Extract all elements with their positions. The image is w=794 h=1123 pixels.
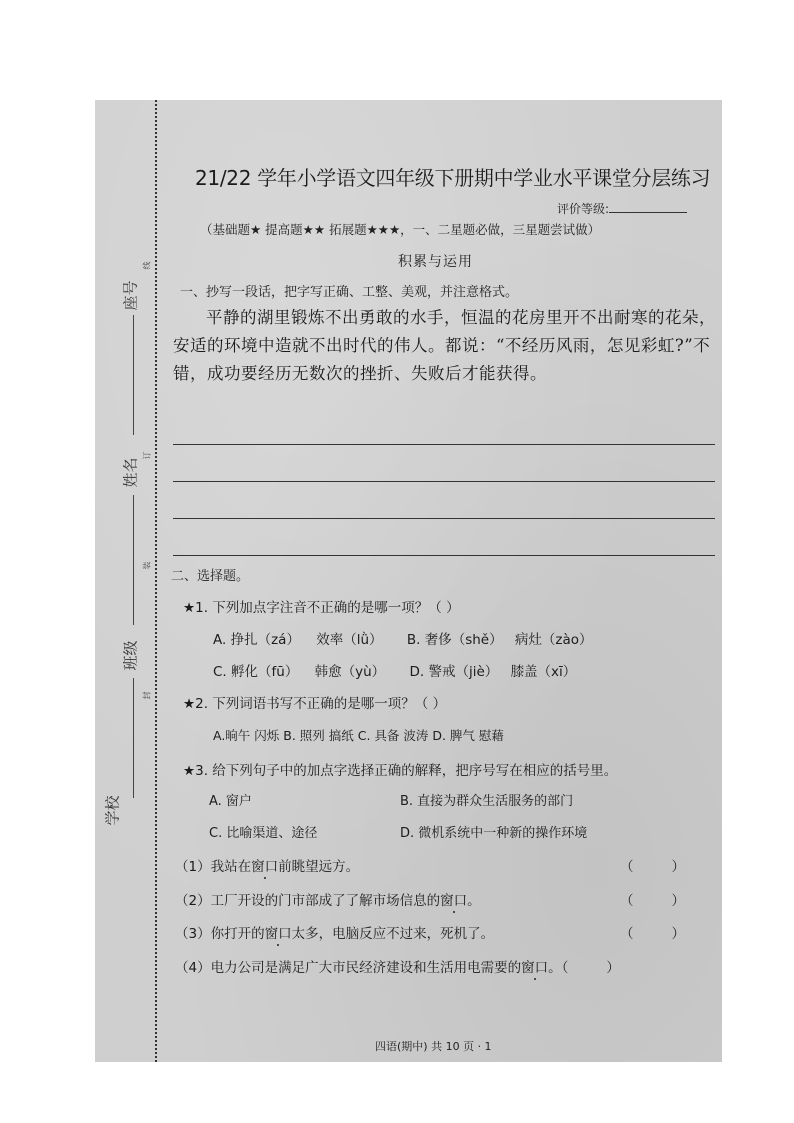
q2-2-options: A.晌午 闪烁 B. 照列 搞纸 C. 具备 波涛 D. 脾气 慰藉 bbox=[213, 728, 504, 743]
q1-heading: 一、抄写一段话，把字写正确、工整、美观，并注意格式。 bbox=[180, 285, 519, 300]
class-label: 班级 bbox=[121, 640, 140, 671]
q2-1-word-b1: 奢侈（shě） bbox=[424, 632, 503, 648]
writing-line-3[interactable] bbox=[173, 518, 715, 519]
school-label: 学校 bbox=[103, 795, 122, 826]
bracket-close: ） bbox=[671, 893, 685, 909]
q2-1-options-cd bbox=[213, 660, 576, 680]
q2-heading: 二、选择题。 bbox=[171, 569, 250, 584]
name-write-line bbox=[133, 495, 134, 625]
q2-1-label-b: B. bbox=[406, 632, 421, 648]
q2-1-label-d: D. bbox=[409, 664, 425, 680]
writing-line-4[interactable] bbox=[173, 555, 715, 556]
bracket-open: （ bbox=[620, 893, 634, 909]
cut-mark-2: 订 bbox=[142, 451, 152, 460]
cut-mark-3: 装 bbox=[142, 561, 152, 570]
grade-label: 评价等级: bbox=[557, 202, 610, 216]
q2-1-label-c: C. bbox=[213, 664, 227, 680]
q1-passage: 平静的湖里锻炼不出勇敢的水手，恒温的花房里开不出耐寒的花朵，安适的环境中造就不出时代的伟人。都说：“不经历风雨，怎见彩虹?”不错，成功要经历无数次的挫折、失败后才能获得。 bbox=[173, 308, 716, 383]
exam-paper bbox=[95, 100, 722, 1062]
sentence-2-text-end: 。 bbox=[467, 893, 481, 909]
q2-1-label-a: A. bbox=[213, 632, 227, 648]
q2-3-sentence-1 bbox=[175, 855, 359, 875]
sentence-4-text-end: 。 bbox=[548, 960, 562, 976]
page-title: 21/22 学年小学语文四年级下册期中学业水平课堂分层练习 bbox=[195, 166, 711, 190]
q2-1-word-c1: 孵化（fū） bbox=[231, 664, 299, 680]
grade-blank[interactable] bbox=[609, 202, 687, 213]
q2-1-word-a2: 效率（lǜ） bbox=[316, 632, 383, 648]
q2-3-sentence-2 bbox=[175, 889, 481, 909]
bracket-open: （ bbox=[620, 859, 634, 875]
sentence-2-text: （2）工厂开设的门市部成了了解市场信息的 bbox=[175, 893, 441, 909]
bracket-open: （ bbox=[561, 960, 569, 976]
q2-3-sentence-3 bbox=[175, 922, 494, 942]
class-write-line bbox=[133, 678, 134, 798]
q2-1-options-ab bbox=[213, 628, 593, 648]
sentence-3-keyword: 窗口 bbox=[264, 926, 292, 942]
q2-3-def-c: C. 比喻渠道、途径 bbox=[209, 826, 318, 841]
sentence-1-text-end: 前眺望远方。 bbox=[278, 859, 360, 875]
q2-3-def-a: A. 窗户 bbox=[209, 794, 252, 809]
q2-1-word-d2: 膝盖（xī） bbox=[510, 664, 577, 680]
q2-3-sentence-4 bbox=[175, 956, 620, 976]
q2-3-def-b: B. 直接为群众生活服务的部门 bbox=[400, 794, 574, 809]
sentence-1-keyword: 窗口 bbox=[251, 859, 279, 875]
section-title: 积累与运用 bbox=[398, 254, 473, 270]
page-footer: 四语(期中) 共 10 页 · 1 bbox=[375, 1040, 492, 1053]
sentence-4-keyword: 窗口 bbox=[521, 960, 549, 976]
difficulty-legend: （基础题★ 提高题★★ 拓展题★★★，一、二星题必做，三星题尝试做） bbox=[200, 222, 601, 237]
q2-3-def-d: D. 微机系统中一种新的操作环境 bbox=[400, 826, 588, 841]
q2-1-word-a1: 挣扎（zá） bbox=[230, 632, 300, 648]
bracket-open: （ bbox=[620, 926, 634, 942]
sentence-2-keyword: 窗口 bbox=[440, 893, 468, 909]
q2-1-word-c2: 韩愈（yù） bbox=[314, 664, 386, 680]
name-label: 姓名 bbox=[121, 457, 140, 488]
grade-field bbox=[557, 200, 687, 217]
cut-mark-4: 封 bbox=[142, 691, 152, 700]
sentence-3-text-end: 太多，电脑反应不过来，死机了。 bbox=[291, 926, 495, 942]
bracket-close: ） bbox=[606, 960, 620, 976]
seat-write-line bbox=[133, 315, 134, 435]
sentence-1-text: （1）我站在 bbox=[175, 859, 252, 875]
seat-label: 座号 bbox=[121, 280, 140, 311]
sentence-4-text: （4）电力公司是满足广大市民经济建设和生活用电需要的 bbox=[175, 960, 522, 976]
binding-dotted-line bbox=[155, 100, 157, 1062]
answer-bracket-2[interactable] bbox=[620, 889, 685, 909]
answer-bracket-3[interactable] bbox=[620, 922, 685, 942]
q2-1-prompt: ★1. 下列加点字注音不正确的是哪一项？（ ） bbox=[183, 600, 460, 616]
writing-line-2[interactable] bbox=[173, 481, 715, 482]
cut-mark-1: 线 bbox=[142, 261, 152, 270]
bracket-close: ） bbox=[671, 926, 685, 942]
bracket-close: ） bbox=[671, 859, 685, 875]
q2-3-prompt: ★3. 给下列句子中的加点字选择正确的解释，把序号写在相应的括号里。 bbox=[183, 763, 618, 779]
q2-1-word-b2: 病灶（zào） bbox=[514, 632, 593, 648]
q2-1-word-d1: 警戒（jiè） bbox=[428, 664, 499, 680]
sentence-3-text: （3）你打开的 bbox=[175, 926, 265, 942]
answer-bracket-1[interactable] bbox=[620, 855, 685, 875]
writing-line-1[interactable] bbox=[173, 444, 715, 445]
q2-2-prompt: ★2. 下列词语书写不正确的是哪一项？（ ） bbox=[183, 696, 447, 712]
